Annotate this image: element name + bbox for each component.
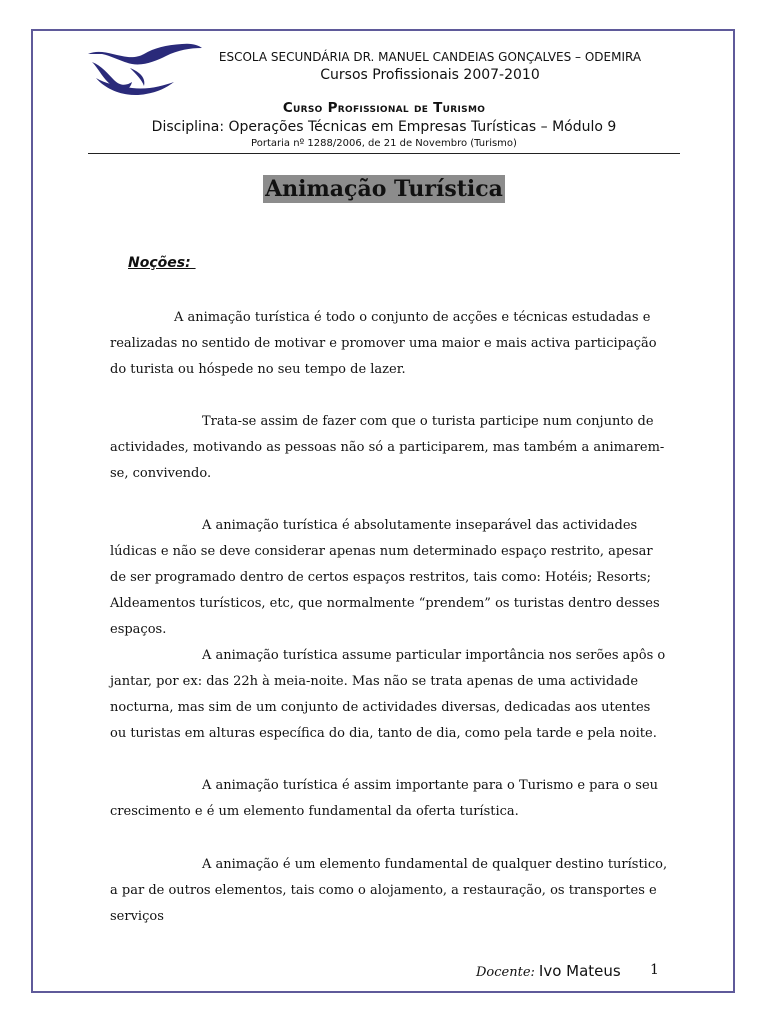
discipline-line: Disciplina: Operações Técnicas em Empresas Turísticas – Módulo 9	[151, 119, 617, 135]
paragraph-first-line: A animação turística é assim importante para o Turismo e para o seu	[202, 778, 659, 793]
paragraph-first-line: Trata-se assim de fazer com que o turista participe num conjunto de	[202, 414, 654, 429]
paragraph-5	[110, 773, 670, 825]
paragraph-first-line: A animação turística assume particular importância nos serões apôs o	[202, 648, 666, 663]
paragraph-4	[110, 643, 670, 747]
document-title: Animação Turística	[265, 176, 503, 202]
document-title-wrap	[0, 176, 768, 202]
footer-docente	[476, 962, 621, 980]
paragraph-2	[110, 409, 670, 487]
school-name: ESCOLA SECUNDÁRIA DR. MANUEL CANDEIAS GONÇALVES – ODEMIRA	[218, 50, 642, 64]
docente-name: Ivo Mateus	[538, 962, 621, 980]
paragraph-text: e não se deve considerar apenas num determinado espaço restrito, apesar de ser programado dentro de certos espaços restritos, tais como: Hotéis; Resorts; Aldeamentos turísticos, etc, que normalmente “prendem” os turistas dentro desses espaços.	[110, 544, 660, 637]
header-divider	[88, 153, 680, 154]
paragraph-text: jantar, por ex: das 22h à meia-noite. Mas não se trata apenas de uma actividade nocturna, mas sim de um conjunto de actividades diversas, dedicadas aos utentes ou turistas em alturas específica do dia, tanto de dia, como pela tarde e pela noite.	[110, 674, 657, 741]
paragraph-first-line: A animação é um elemento fundamental de qualquer destino turístico, a	[110, 857, 668, 898]
paragraph-6	[110, 852, 670, 930]
paragraph-text: actividades, motivando as pessoas não só a participarem, mas também a animarem-se, convivendo.	[110, 440, 665, 481]
paragraph-1	[110, 305, 670, 383]
paragraph-text: crescimento e é um elemento fundamental da oferta turística.	[110, 804, 519, 819]
section-heading: Noções:	[128, 255, 196, 271]
paragraph-first-line: A animação turística é todo o conjunto de acções e técnicas estudadas e	[174, 310, 651, 325]
paragraph-text: realizadas no sentido de motivar e promover uma maior e mais activa participação do turista ou hóspede no seu tempo de lazer.	[110, 336, 657, 377]
paragraph-text: par de outros elementos, tais como o alojamento, a restauração, os transportes e serviços	[110, 883, 657, 924]
page-number: 1	[650, 962, 659, 978]
portaria-line: Portaria nº 1288/2006, de 21 de Novembro (Turismo)	[251, 138, 517, 149]
docente-label: Docente:	[476, 965, 535, 980]
paragraph-first-line: A animação turística é absolutamente inseparável das actividades lúdicas	[110, 518, 638, 559]
courses-line: Cursos Profissionais 2007-2010	[320, 67, 540, 83]
page-border	[31, 29, 735, 993]
course-title: Curso Profissional de Turismo	[282, 100, 486, 116]
paragraph-3	[110, 513, 670, 643]
